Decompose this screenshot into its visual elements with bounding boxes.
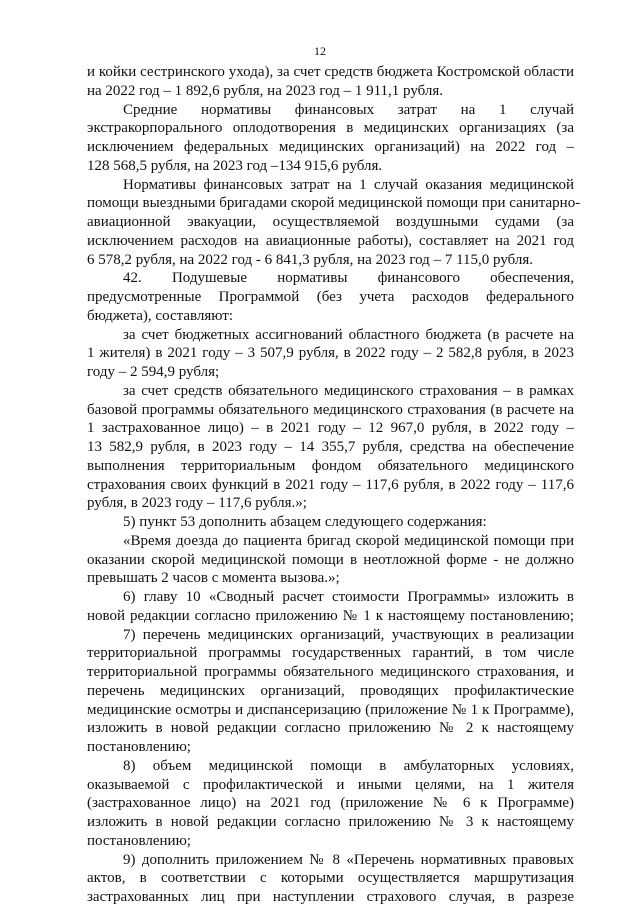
text-line: бюджета), составляют: — [87, 307, 234, 324]
text-line: исключением федеральных медицинских организаций) на 2022 год – — [87, 139, 574, 155]
text-line: Нормативы финансовых затрат на 1 случай оказания медицинской — [123, 176, 574, 193]
text-line: базовой программы обязательного медицинского страхования (в расчете на — [87, 401, 574, 418]
text-line: 42. Подушевые нормативы финансового обеспечения, — [123, 270, 574, 287]
text-line: новой редакции согласно приложению № 1 к настоящему постановлению; — [87, 607, 574, 624]
text-line: 7) перечень медицинских организаций, участвующих в реализации — [123, 626, 574, 643]
text-line: территориальной программы государственных гарантий, в том числе — [87, 645, 574, 662]
text-line: перечень медицинских организаций, проводящих профилактические — [87, 682, 574, 699]
text-line: 1 застрахованное лицо) – в 2021 году – 12 967,0 рубля, в 2022 году – — [87, 420, 574, 437]
text-line: 13 582,9 рубля, в 2023 году – 14 355,7 рубля, средства на обеспечение — [87, 439, 574, 455]
text-line: рубля, в 2023 году – 117,6 рубля.»; — [87, 495, 307, 512]
page-number: 12 — [314, 44, 326, 58]
text-line: году – 2 594,9 рубля; — [87, 364, 220, 380]
text-line: страхования своих функций в 2021 году – 117,6 рубля, в 2022 году – 117,6 — [87, 476, 574, 493]
text-line: Средние нормативы финансовых затрат на 1 случай — [123, 101, 574, 118]
text-line: оказании скорой медицинской помощи в неотложной форме - не должно — [87, 551, 574, 568]
text-line: 9) дополнить приложением № 8 «Перечень нормативных правовых — [123, 851, 574, 868]
text-line: 8) объем медицинской помощи в амбулаторных условиях, — [123, 757, 574, 774]
text-line: изложить в новой редакции согласно приложению № 3 к настоящему — [87, 814, 574, 830]
text-line: экстракорпорального оплодотворения в медицинских организациях (за — [87, 120, 574, 137]
text-line: за счет бюджетных ассигнований областного бюджета (в расчете на — [123, 326, 574, 343]
text-line: 6) главу 10 «Сводный расчет стоимости Программы» изложить в — [123, 589, 574, 605]
text-line: 6 578,2 рубля, на 2022 год - 6 841,3 рубля, на 2023 год – 7 115,0 рубля. — [87, 251, 534, 268]
text-line: и койки сестринского ухода), за счет средств бюджета Костромской области — [87, 64, 574, 80]
text-line: превышать 2 часов с момента вызова.»; — [87, 570, 340, 587]
text-line: (застрахованное лицо) на 2021 год (приложение № 6 к Программе) — [87, 795, 574, 812]
text-line: 1 жителя) в 2021 году – 3 507,9 рубля, в 2022 году – 2 582,8 рубля, в 2023 — [87, 345, 574, 362]
text-line: авиационной эвакуации, осуществляемой воздушными судами (за — [87, 214, 574, 230]
text-line: выполнения территориальным фондом обязательного медицинского — [87, 457, 574, 474]
text-line: постановлению; — [87, 832, 191, 849]
text-line: актов, в соответствии с которыми осуществляется маршрутизация — [87, 870, 574, 887]
text-line: помощи выездными бригадами скорой медицинской помощи при санитарно- — [87, 195, 581, 212]
text-line: 128 568,5 рубля, на 2023 год –134 915,6 рубля. — [87, 157, 383, 174]
text-line: территориальной программы обязательного медицинского страхования, и — [87, 664, 574, 680]
text-line: постановлению; — [87, 739, 191, 755]
text-line: 5) пункт 53 дополнить абзацем следующего содержания: — [123, 514, 487, 530]
text-line: застрахованных лиц при наступлении страхового случая, в разрезе — [87, 889, 574, 905]
text-line: медицинские осмотры и диспансеризацию (приложение № 1 к Программе), — [87, 701, 574, 718]
text-line: оказываемой с профилактической и иными целями, на 1 жителя — [87, 776, 574, 793]
document-body — [87, 63, 581, 907]
text-line: на 2022 год – 1 892,6 рубля, на 2023 год – 1 911,1 рубля. — [87, 82, 444, 99]
text-line: «Время доезда до пациента бригад скорой медицинской помощи при — [123, 532, 574, 549]
text-line: за счет средств обязательного медицинского страхования – в рамках — [123, 382, 574, 399]
text-line: предусмотренные Программой (без учета расходов федерального — [87, 289, 574, 305]
text-line: изложить в новой редакции согласно приложению № 2 к настоящему — [87, 720, 574, 737]
text-line: исключением расходов на авиационные работы), составляет на 2021 год — [87, 232, 574, 249]
